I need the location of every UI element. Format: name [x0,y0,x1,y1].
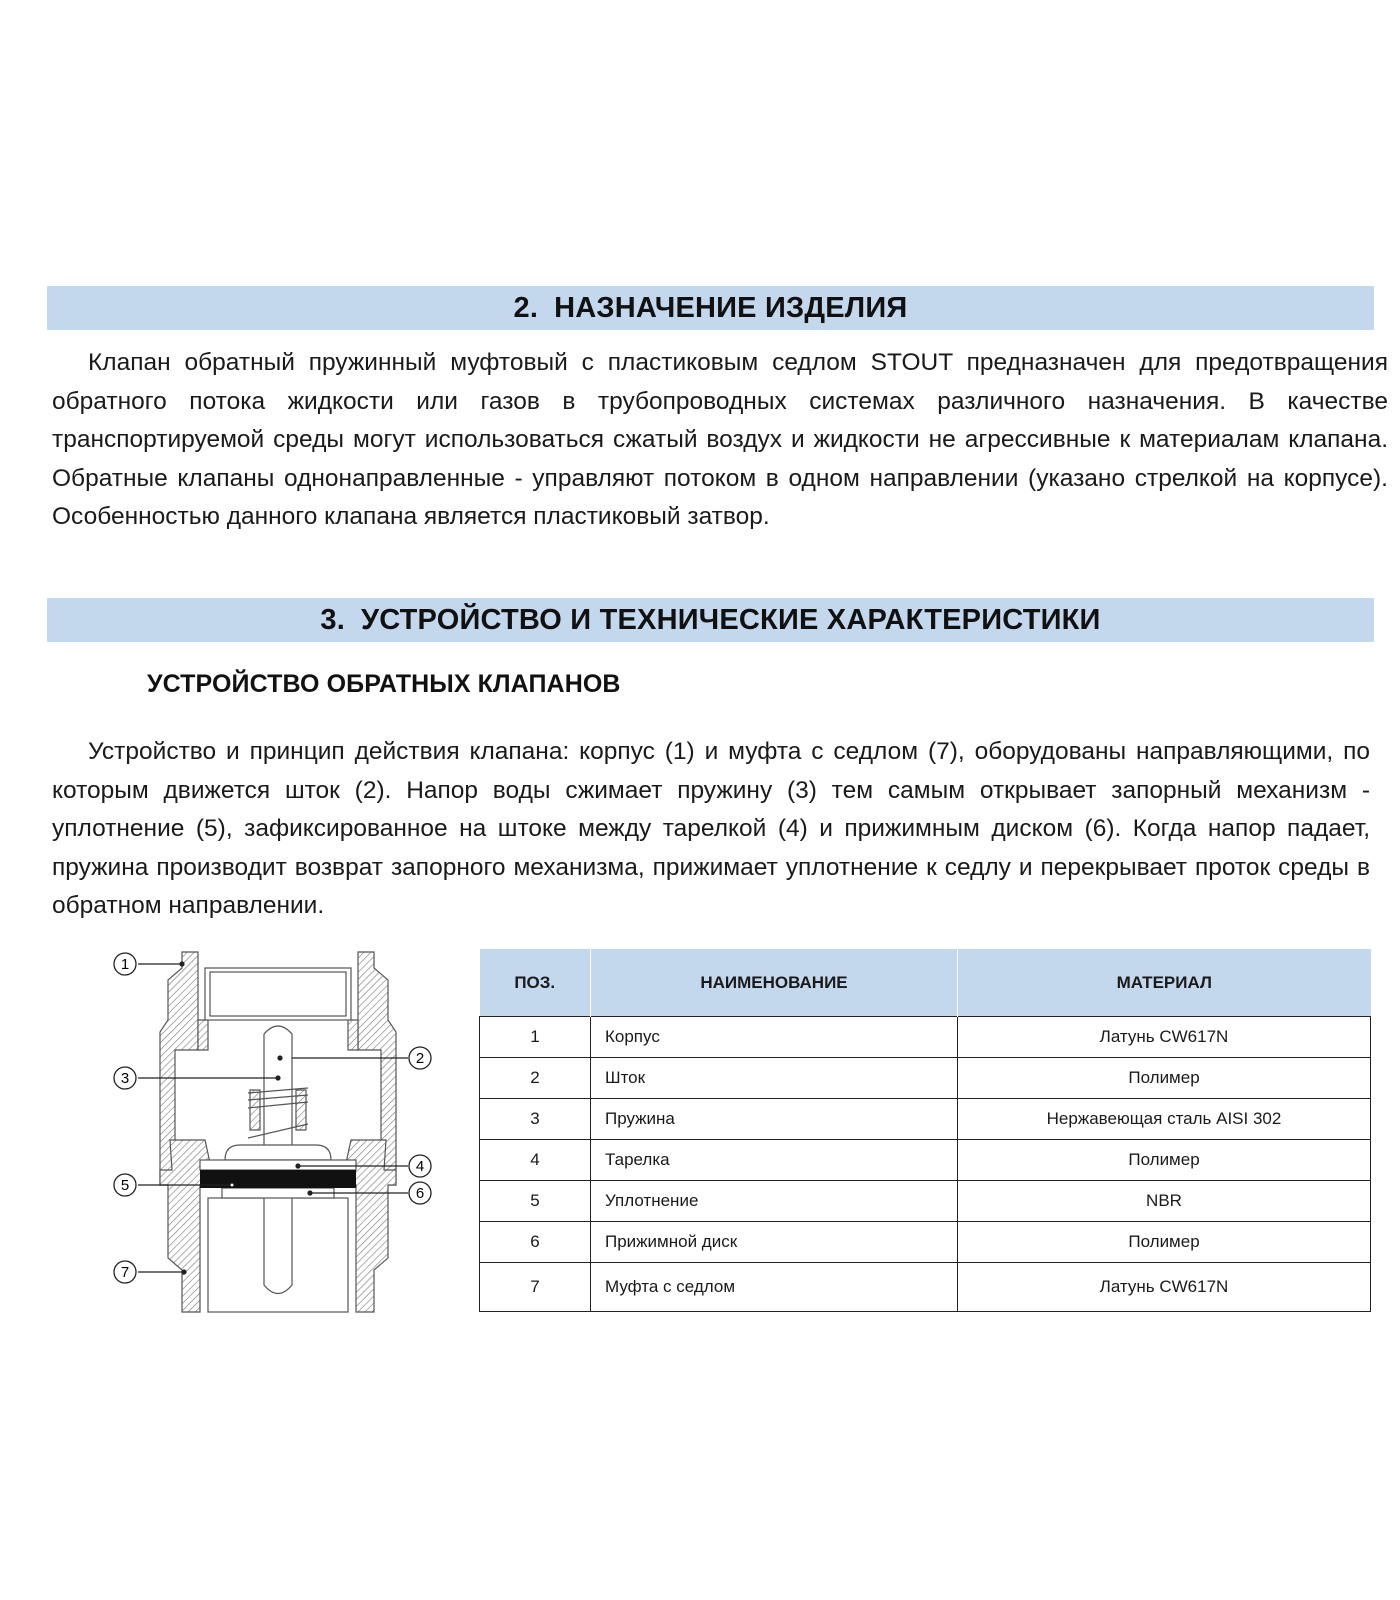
cell-name: Прижимной диск [591,1222,958,1263]
header-name: НАИМЕНОВАНИЕ [591,949,958,1017]
svg-text:4: 4 [415,1158,425,1175]
subheading: УСТРОЙСТВО ОБРАТНЫХ КЛАПАНОВ [147,670,621,698]
section-3-text: Устройство и принцип действия клапана: корпус (1) и муфта с седлом (7), оборудованы направляющими, по которым движется шток (2). Напор воды сжимает пружину (3) тем самым открывает запорный механизм - уплотнение (5), зафиксированное на штоке между тарелкой (4) и прижимным диском (6). Когда напор падает, пружина производит возврат запорного механизма, прижимает уплотнение к седлу и перекрывает проток среды в обратном направлении. [52,738,1370,919]
section-3-number: 3. [320,603,345,636]
cell-pos: 3 [480,1099,591,1140]
svg-text:1: 1 [120,956,130,973]
header-material: МАТЕРИАЛ [958,949,1371,1017]
cell-name: Шток [591,1058,958,1099]
callout-6 [409,1182,431,1204]
parts-table [479,949,1371,1312]
cell-material: NBR [958,1181,1371,1222]
table-row [480,1140,1371,1181]
cell-name: Тарелка [591,1140,958,1181]
section-3-header [47,598,1374,642]
cell-name: Муфта с седлом [591,1263,958,1312]
section-2-paragraph [52,344,1388,537]
section-3-paragraph [52,733,1370,926]
svg-text:3: 3 [120,1070,130,1087]
table-header-row [480,949,1371,1017]
table-row [480,1017,1371,1058]
cell-material: Полимер [958,1058,1371,1099]
section-2-title: НАЗНАЧЕНИЕ ИЗДЕЛИЯ [554,291,908,324]
cell-pos: 1 [480,1017,591,1058]
valve-cross-section-diagram [100,940,450,1320]
cell-pos: 5 [480,1181,591,1222]
cell-name: Корпус [591,1017,958,1058]
section-2-header [47,286,1374,330]
section-2-number: 2. [513,291,539,324]
section-3-title: УСТРОЙСТВО И ТЕХНИЧЕСКИЕ ХАРАКТЕРИСТИКИ [360,603,1101,636]
table-row [480,1058,1371,1099]
cell-material: Латунь CW617N [958,1263,1371,1312]
cell-name: Пружина [591,1099,958,1140]
table-row [480,1222,1371,1263]
table-row [480,1263,1371,1312]
callout-7 [114,1261,136,1283]
cell-pos: 7 [480,1263,591,1312]
cell-material: Полимер [958,1222,1371,1263]
cell-pos: 6 [480,1222,591,1263]
valve-inner [200,968,356,1312]
svg-text:7: 7 [120,1264,130,1281]
svg-text:2: 2 [415,1050,425,1067]
callout-1 [114,953,136,975]
cell-material: Нержавеющая сталь AISI 302 [958,1099,1371,1140]
callout-3 [114,1067,136,1089]
header-pos: ПОЗ. [480,949,591,1017]
svg-text:5: 5 [120,1177,130,1194]
cell-pos: 4 [480,1140,591,1181]
table-row [480,1181,1371,1222]
section-2-text: Клапан обратный пружинный муфтовый с пластиковым седлом STOUT предназначен для предотвращения обратного потока жидкости или газов в трубопроводных системах различного назначения. В качестве транспортируемой среды могут использоваться сжатый воздух и жидкости не агрессивные к материалам клапана. Обратные клапаны однонаправленные - управляют потоком в одном направлении (указано стрелкой на корпусе). Особенностью данного клапана является пластиковый затвор. [52,349,1388,530]
callout-5 [114,1174,136,1196]
cell-pos: 2 [480,1058,591,1099]
table-row [480,1099,1371,1140]
cell-material: Латунь CW617N [958,1017,1371,1058]
callout-2 [409,1047,431,1069]
cell-name: Уплотнение [591,1181,958,1222]
svg-text:6: 6 [415,1185,425,1202]
callout-4 [409,1155,431,1177]
cell-material: Полимер [958,1140,1371,1181]
